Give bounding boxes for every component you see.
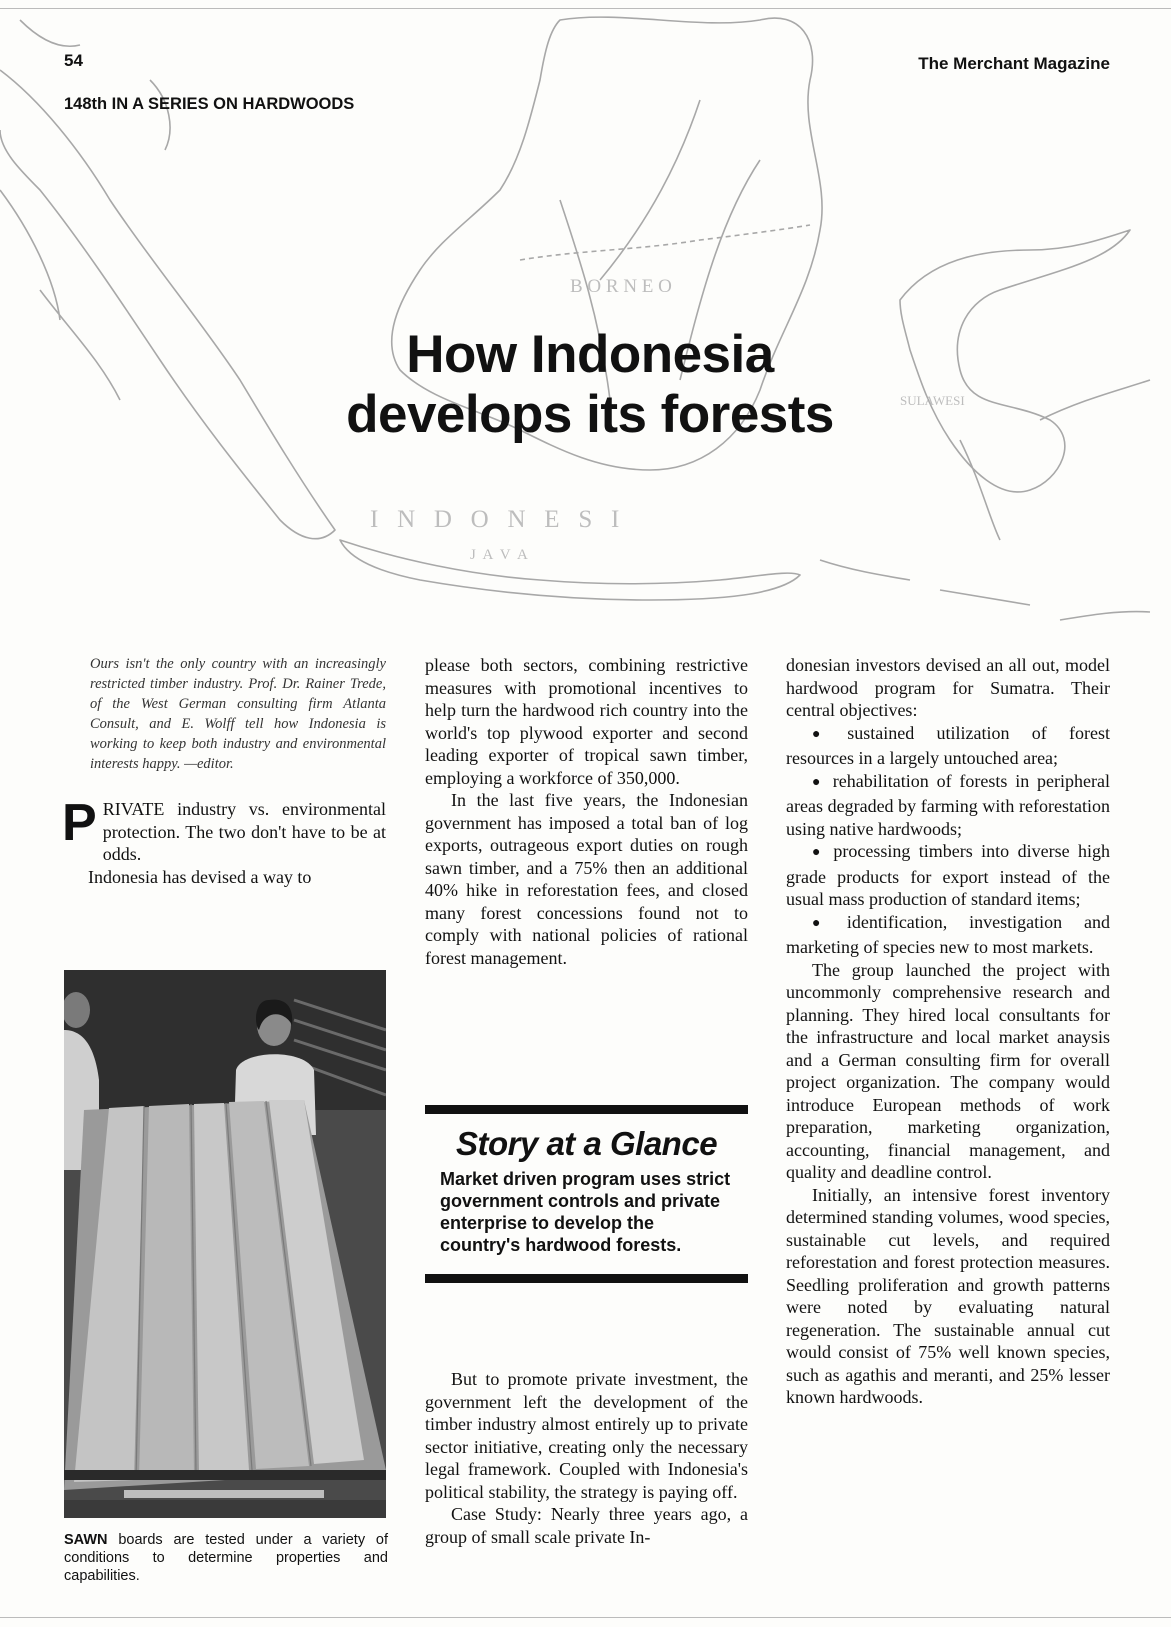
map-label-sulawesi: SULAWESI	[900, 393, 965, 408]
glance-bottom-rule	[425, 1274, 748, 1283]
photo-caption-text: boards are tested under a variety of conditions to determine properties and capabilities.	[64, 1532, 388, 1584]
photo-caption	[64, 1531, 388, 1585]
drop-cap: P	[62, 794, 97, 852]
column-2-top	[425, 654, 748, 969]
column-2-paragraph-2: In the last five years, the Indonesian government has imposed a total ban of log exports, outrageous export duties on rough sawn timber, and a 75% then an additional 40% hike in reforestation fees, and closed many forest concessions found not to comply with national policies of rational forest management.	[425, 790, 748, 968]
column-2-paragraph-3: But to promote private investment, the government left the development of the timber industry almost entirely up to private sector initiative, creating only the necessary legal framework. Coupled with Indonesia's political stability, the strategy is paying off.	[425, 1369, 748, 1502]
map-label-indonesia: I N D O N E S I	[370, 506, 620, 533]
column-2-bottom	[425, 1368, 748, 1548]
column-3-paragraph-3: Initially, an intensive forest inventory determined standing volumes, wood species, sustainable cut levels, and required reforestation and forest protection measures. Seedling proliferation and growth patterns were noted by evaluating natural regeneration. The sustainable annual cut would consist of 75% well known species, such as agathis and meranti, and 25% lesser known hardwoods.	[786, 1184, 1110, 1407]
map-sumatra-coast	[0, 190, 120, 400]
headline-line-1: How Indonesia	[406, 325, 774, 384]
column-3-paragraph-1: donesian investors devised an all out, model hardwood program for Sumatra. Their central objectives:	[786, 655, 1110, 720]
magazine-name: The Merchant Magazine	[918, 54, 1110, 73]
article-paragraph-2: Indonesia has devised a way to	[88, 866, 312, 887]
series-label: 148th IN A SERIES ON HARDWOODS	[64, 95, 355, 113]
headline	[200, 325, 980, 445]
map-label-borneo: B O R N E O	[570, 276, 672, 297]
column-1	[62, 654, 386, 888]
article-paragraph-1	[62, 794, 386, 866]
photo-caption-lead: SAWN	[64, 1532, 108, 1548]
objective-item: ● processing timbers into diverse high grade products for export instead of the usual mass production of standard items;	[786, 840, 1110, 911]
map-java	[340, 540, 800, 600]
glance-text: Market driven program uses strict government controls and private enterprise to develop the country's hardwood forests.	[440, 1169, 731, 1255]
headline-line-2: develops its forests	[346, 385, 834, 444]
objective-item: ● sustained utilization of forest resources in a largely untouched area;	[786, 722, 1110, 770]
column-3	[786, 654, 1110, 1409]
column-3-paragraph-2: The group launched the project with uncommonly comprehensive research and planning. They hired local consultants for the infrastructure and local market anaysis and a German consulting firm for overall project organization. The company would introduce European methods of work preparation, marketing organization, accounting, financial management, and quality and deadline control.	[786, 959, 1110, 1182]
page-number: 54	[64, 51, 83, 70]
column-2-paragraph-4: Case Study: Nearly three years ago, a group of small scale private In-	[425, 1504, 748, 1547]
bottom-edge-line	[0, 1617, 1171, 1618]
glance-title: Story at a Glance	[455, 1125, 718, 1162]
map-sulawesi-arm	[960, 380, 1150, 540]
map-border	[520, 225, 810, 260]
glance-top-rule	[425, 1105, 748, 1114]
sawn-boards-photo	[64, 970, 386, 1518]
objective-item: ● identification, investigation and marketing of species new to most markets.	[786, 911, 1110, 959]
article-paragraph-1-text: RIVATE industry vs. environmental protection. The two don't have to be at odds.	[102, 799, 386, 864]
story-at-a-glance	[425, 1105, 748, 1283]
map-label-java: J A V A	[470, 547, 528, 563]
objective-item: ● rehabilitation of forests in peripheral areas degraded by farming with reforestation using native hardwoods;	[786, 770, 1110, 841]
editor-intro: Ours isn't the only country with an increasingly restricted timber industry. Prof. Dr. Rainer Trede, of the West German consulting firm Atlanta Consult, and E. Wolff tell how Indonesia is working to keep both industry and environmental interests happy. —editor.	[90, 656, 386, 772]
column-2-paragraph-1: please both sectors, combining restrictive measures with promotional incentives to help turn the hardwood rich country into the world's top plywood exporter and second leading exporter of tropical sawn timber, employing a workforce of 350,000.	[425, 655, 748, 788]
